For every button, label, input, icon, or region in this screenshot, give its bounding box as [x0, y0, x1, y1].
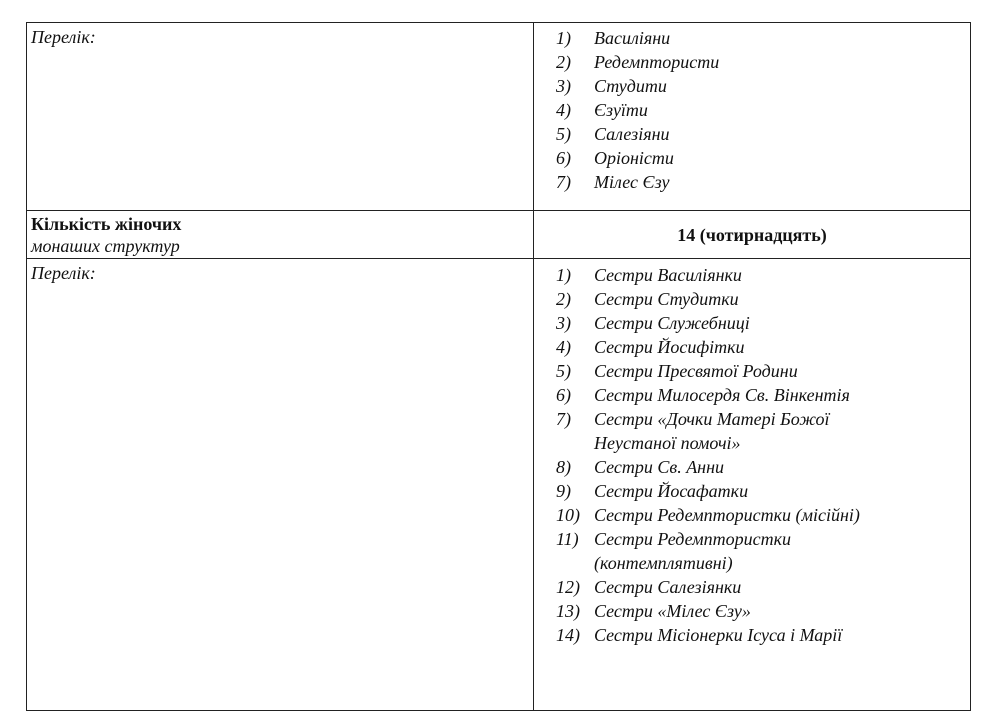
- list-item-number: 1): [556, 28, 571, 48]
- list-item-text: Сестри Редемптористки (місійні): [594, 505, 860, 525]
- list-item: [556, 431, 970, 455]
- list-item: [556, 455, 970, 479]
- list-item-number: 6): [556, 385, 571, 405]
- row-male-orders-list: [27, 23, 971, 211]
- list-item: [556, 146, 970, 170]
- list-item: [556, 122, 970, 146]
- row-female-count: [27, 211, 971, 259]
- list-label: Перелік:: [31, 27, 96, 47]
- cell-list: [534, 259, 971, 711]
- list-item-number: 1): [556, 265, 571, 285]
- list-item-text: Сестри Милосердя Св. Вінкентія: [594, 385, 850, 405]
- list-item-number: 11): [556, 529, 579, 549]
- list-item-number: [556, 551, 594, 575]
- list-item-text: Сестри Салезіянки: [594, 577, 742, 597]
- list-item-number: 9): [556, 481, 571, 501]
- list-item-number: 2): [556, 289, 571, 309]
- list-item-number: 3): [556, 76, 571, 96]
- list-item: [556, 407, 970, 431]
- list-item-text: Сестри Йосафатки: [594, 481, 749, 501]
- list-item: [556, 623, 970, 647]
- list-item-text: Сестри Св. Анни: [594, 457, 725, 477]
- list-item-text: Сестри Служебниці: [594, 313, 750, 333]
- list-item-text: Сестри «Мілес Єзу»: [594, 601, 751, 621]
- list-item-number: 10): [556, 505, 580, 525]
- list-item-text: Оріоністи: [594, 148, 674, 168]
- count-value: 14 (чотирнадцять): [677, 225, 827, 245]
- list-item-number: 2): [556, 52, 571, 72]
- list-item: [556, 527, 970, 551]
- list-item-text: Студити: [594, 76, 667, 96]
- list-item: [556, 287, 970, 311]
- list-item-text: Єзуїти: [594, 100, 648, 120]
- list-item-number: 7): [556, 172, 571, 192]
- list-item: [556, 311, 970, 335]
- list-item-number: 14): [556, 625, 580, 645]
- list-item-text: Редемптористи: [594, 52, 720, 72]
- cell-list: [534, 23, 971, 211]
- list-item-text: Сестри Йосифітки: [594, 337, 745, 357]
- cell-label: [27, 23, 534, 211]
- list-item-number: 6): [556, 148, 571, 168]
- list-item: [556, 551, 970, 575]
- male-orders-list: [534, 23, 970, 194]
- list-item-number: 13): [556, 601, 580, 621]
- document-table: [26, 22, 971, 711]
- list-item-text: Сестри Василіянки: [594, 265, 742, 285]
- list-item-number: 5): [556, 361, 571, 381]
- list-item-text: Салезіяни: [594, 124, 670, 144]
- cell-label: [27, 259, 534, 711]
- list-label: Перелік:: [31, 263, 96, 283]
- list-item-text: (контемплятивні): [594, 553, 733, 573]
- list-item-number: 12): [556, 577, 580, 597]
- list-item: [556, 359, 970, 383]
- list-item-number: 3): [556, 313, 571, 333]
- list-item: [556, 263, 970, 287]
- list-item-text: Мілес Єзу: [594, 172, 670, 192]
- list-item-text: Сестри «Дочки Матері Божої: [594, 409, 830, 429]
- list-item: [556, 26, 970, 50]
- list-item-text: Неустаної помочі»: [594, 433, 741, 453]
- list-item: [556, 575, 970, 599]
- list-item: [556, 335, 970, 359]
- list-item: [556, 383, 970, 407]
- list-item-text: Сестри Редемптористки: [594, 529, 792, 549]
- list-item-number: 7): [556, 409, 571, 429]
- list-item-number: 5): [556, 124, 571, 144]
- list-item-number: [556, 431, 594, 455]
- list-item-text: Сестри Студитки: [594, 289, 739, 309]
- cell-count-label: [27, 211, 534, 259]
- list-item: [556, 74, 970, 98]
- count-subheading: монаших структур: [31, 236, 180, 256]
- list-item-number: 4): [556, 100, 571, 120]
- list-item: [556, 599, 970, 623]
- list-item-text: Василіяни: [594, 28, 671, 48]
- row-female-orders-list: [27, 259, 971, 711]
- list-item: [556, 503, 970, 527]
- cell-count-value: [534, 211, 971, 259]
- list-item: [556, 98, 970, 122]
- female-orders-list: [534, 259, 970, 647]
- list-item-text: Сестри Місіонерки Ісуса і Марії: [594, 625, 843, 645]
- list-item-text: Сестри Пресвятої Родини: [594, 361, 798, 381]
- list-item: [556, 50, 970, 74]
- list-item: [556, 170, 970, 194]
- list-item: [556, 479, 970, 503]
- list-item-number: 8): [556, 457, 571, 477]
- count-heading: Кількість жіночих: [31, 214, 182, 234]
- list-item-number: 4): [556, 337, 571, 357]
